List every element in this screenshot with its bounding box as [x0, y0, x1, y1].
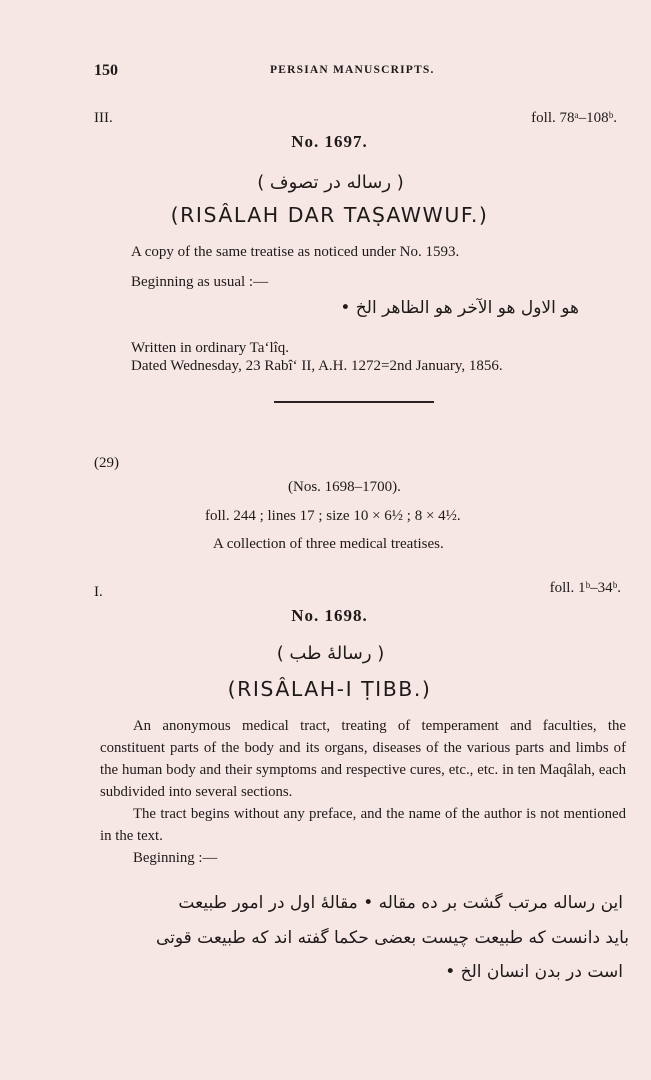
- entry-number: No. 1698.: [291, 606, 368, 625]
- entry-description: [100, 715, 626, 869]
- entry-title: (RISÂLAH-I ṬIBB.): [227, 677, 432, 701]
- script-note: Written in ordinary Ta‘lîq.: [131, 340, 290, 356]
- preface-paragraph: The tract begins without any preface, and the name of the author is not mentioned in the text.: [100, 806, 626, 844]
- description-paragraph: An anonymous medical tract, treating of temperament and faculties, the constituent parts of the body and its organs, diseases of the various parts and limbs of the human body and their symptoms and respective cures, etc., etc. in ten Maqâlah, each subdivided into several sections.: [100, 718, 626, 800]
- folio-range: foll. 78ᵃ–108ᵇ.: [531, 110, 617, 126]
- collection-physical: foll. 244 ; lines 17 ; size 10 × 6½ ; 8 × 4½.: [205, 508, 461, 524]
- section-number: III.: [94, 110, 113, 126]
- beginning-label: Beginning :—: [133, 850, 218, 866]
- folio-range: foll. 1ᵇ–34ᵇ.: [549, 580, 621, 596]
- date-note: Dated Wednesday, 23 Rabî‘ II, A.H. 1272=2nd January, 1856.: [131, 358, 503, 374]
- running-title: PERSIAN MANUSCRIPTS.: [270, 64, 435, 76]
- description-line: A copy of the same treatise as noticed under No. 1593.: [131, 244, 460, 260]
- persian-beginning: هو الاول هو الآخر هو الظاهر الخ •: [340, 298, 579, 318]
- collection-range: (Nos. 1698–1700).: [288, 479, 401, 495]
- section-number: I.: [94, 584, 103, 600]
- beginning-label: Beginning as usual :—: [131, 274, 269, 290]
- persian-text-line: این رساله مرتب گشت بر ده مقاله • مقالهٔ اول در امور طبیعت: [178, 893, 623, 913]
- entry-title: (RISÂLAH DAR TAṢAWWUF.): [170, 203, 489, 227]
- persian-text-line: باید دانست که طبیعت چیست بعضی حکما گفته اند که طبیعت قوتی: [155, 928, 629, 948]
- section-divider: [274, 401, 434, 403]
- persian-title: ( رساله در تصوف ): [257, 172, 404, 193]
- collection-description: A collection of three medical treatises.: [213, 536, 444, 552]
- collection-number: (29): [94, 455, 119, 471]
- page-number: 150: [94, 62, 118, 79]
- persian-title: ( رسالهٔ طب ): [276, 643, 385, 664]
- persian-text-line: است در بدن انسان الخ •: [445, 962, 623, 982]
- entry-number: No. 1697.: [291, 132, 368, 151]
